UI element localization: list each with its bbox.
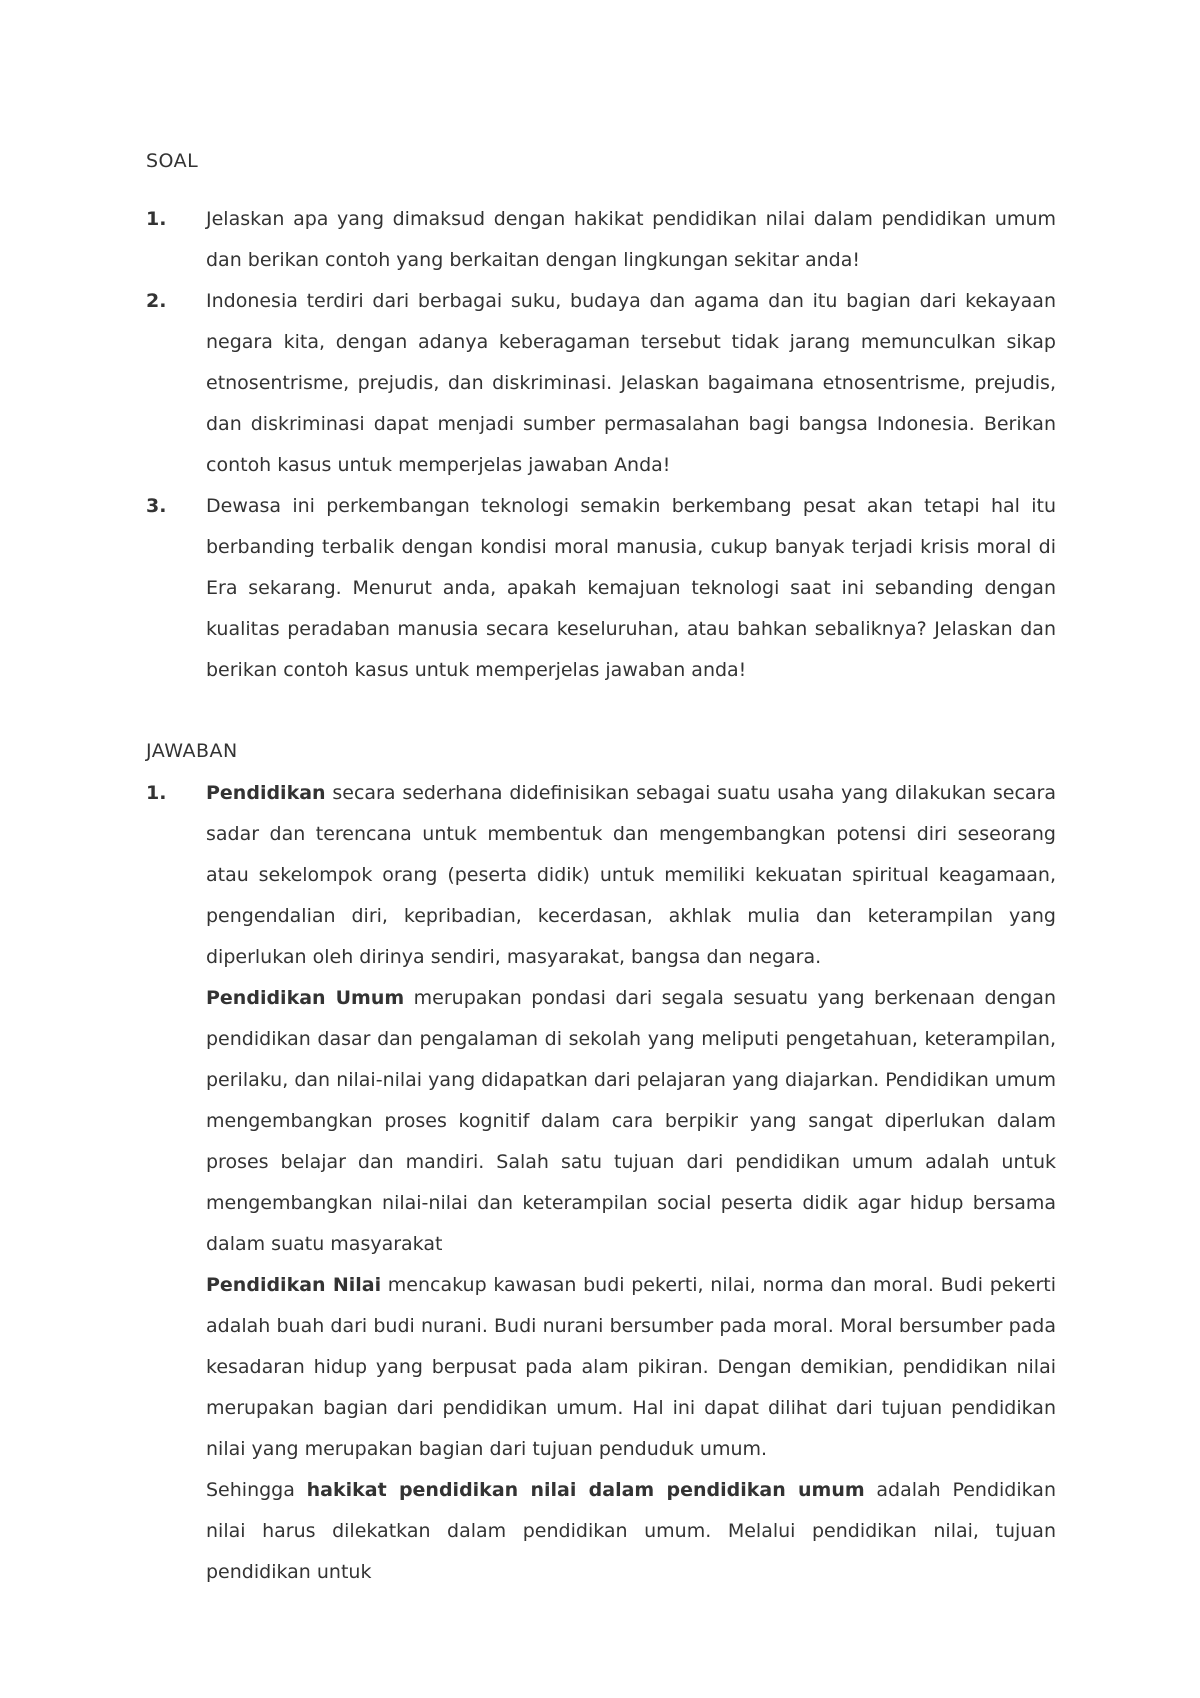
term-pendidikan: Pendidikan bbox=[206, 782, 326, 804]
question-text: Dewasa ini perkembangan teknologi semakin berkembang pesat akan tetapi hal itu berbanding terbalik dengan kondisi moral manusia, cukup banyak terjadi krisis moral di Era sekarang. Menurut anda, apakah kemajuan teknologi saat ini sebanding dengan kualitas peradaban manusia secara keseluruhan, atau bahkan sebaliknya? Jelaskan dan berikan contoh kasus untuk memperjelas jawaban anda! bbox=[206, 495, 1056, 681]
term-pendidikan-nilai: Pendidikan Nilai bbox=[206, 1274, 382, 1296]
paragraph-text: secara sederhana didefinisikan sebagai suatu usaha yang dilakukan secara sadar dan terencana untuk membentuk dan mengembangkan potensi diri seseorang atau sekelompok orang (peserta didik) untuk memiliki kekuatan spiritual keagamaan, pengendalian diri, kepribadian, kecerdasan, akhlak mulia dan keterampilan yang diperlukan oleh dirinya sendiri, masyarakat, bangsa dan negara. bbox=[206, 782, 1056, 968]
question-list bbox=[146, 199, 1056, 691]
question-number: 3. bbox=[146, 495, 167, 517]
question-number: 2. bbox=[146, 290, 167, 312]
paragraph-text: mencakup kawasan budi pekerti, nilai, norma dan moral. Budi pekerti adalah buah dari budi nurani. Budi nurani bersumber pada moral. Moral bersumber pada kesadaran hidup yang berpusat pada alam pikiran. Dengan demikian, pendidikan nilai merupakan bagian dari pendidikan umum. Hal ini dapat dilihat dari tujuan pendidikan nilai yang merupakan bagian dari tujuan penduduk umum. bbox=[206, 1274, 1056, 1460]
question-item bbox=[146, 281, 1056, 486]
paragraph-text: merupakan pondasi dari segala sesuatu yang berkenaan dengan pendidikan dasar dan pengalaman di sekolah yang meliputi pengetahuan, keterampilan, perilaku, dan nilai-nilai yang didapatkan dari pelajaran yang diajarkan. Pendidikan umum mengembangkan proses kognitif dalam cara berpikir yang sangat diperlukan dalam proses belajar dan mandiri. Salah satu tujuan dari pendidikan umum adalah untuk mengembangkan nilai-nilai dan keterampilan social peserta didik agar hidup bersama dalam suatu masyarakat bbox=[206, 987, 1056, 1255]
soal-heading: SOAL bbox=[146, 150, 199, 172]
paragraph-text: adalah Pendidikan nilai harus dilekatkan dalam pendidikan umum. Melalui pendidikan nilai, tujuan pendidikan untuk bbox=[206, 1479, 1056, 1583]
answer-item bbox=[146, 773, 1056, 1593]
jawaban-heading: JAWABAN bbox=[146, 740, 238, 762]
answer-paragraph bbox=[206, 1265, 1056, 1470]
term-hakikat: hakikat pendidikan nilai dalam pendidikan umum bbox=[306, 1479, 865, 1501]
question-number: 1. bbox=[146, 208, 167, 230]
answer-number: 1. bbox=[146, 782, 167, 804]
question-item bbox=[146, 199, 1056, 281]
answer-list bbox=[146, 773, 1056, 1593]
term-pendidikan-umum: Pendidikan Umum bbox=[206, 987, 405, 1009]
answer-paragraph bbox=[206, 773, 1056, 978]
question-text: Indonesia terdiri dari berbagai suku, budaya dan agama dan itu bagian dari kekayaan negara kita, dengan adanya keberagaman tersebut tidak jarang memunculkan sikap etnosentrisme, prejudis, dan diskriminasi. Jelaskan bagaimana etnosentrisme, prejudis, dan diskriminasi dapat menjadi sumber permasalahan bagi bangsa Indonesia. Berikan contoh kasus untuk memperjelas jawaban Anda! bbox=[206, 290, 1056, 476]
question-item bbox=[146, 486, 1056, 691]
question-text: Jelaskan apa yang dimaksud dengan hakikat pendidikan nilai dalam pendidikan umum dan berikan contoh yang berkaitan dengan lingkungan sekitar anda! bbox=[206, 208, 1056, 271]
answer-paragraph bbox=[206, 1470, 1056, 1593]
paragraph-prefix: Sehingga bbox=[206, 1479, 307, 1501]
answer-paragraph bbox=[206, 978, 1056, 1265]
